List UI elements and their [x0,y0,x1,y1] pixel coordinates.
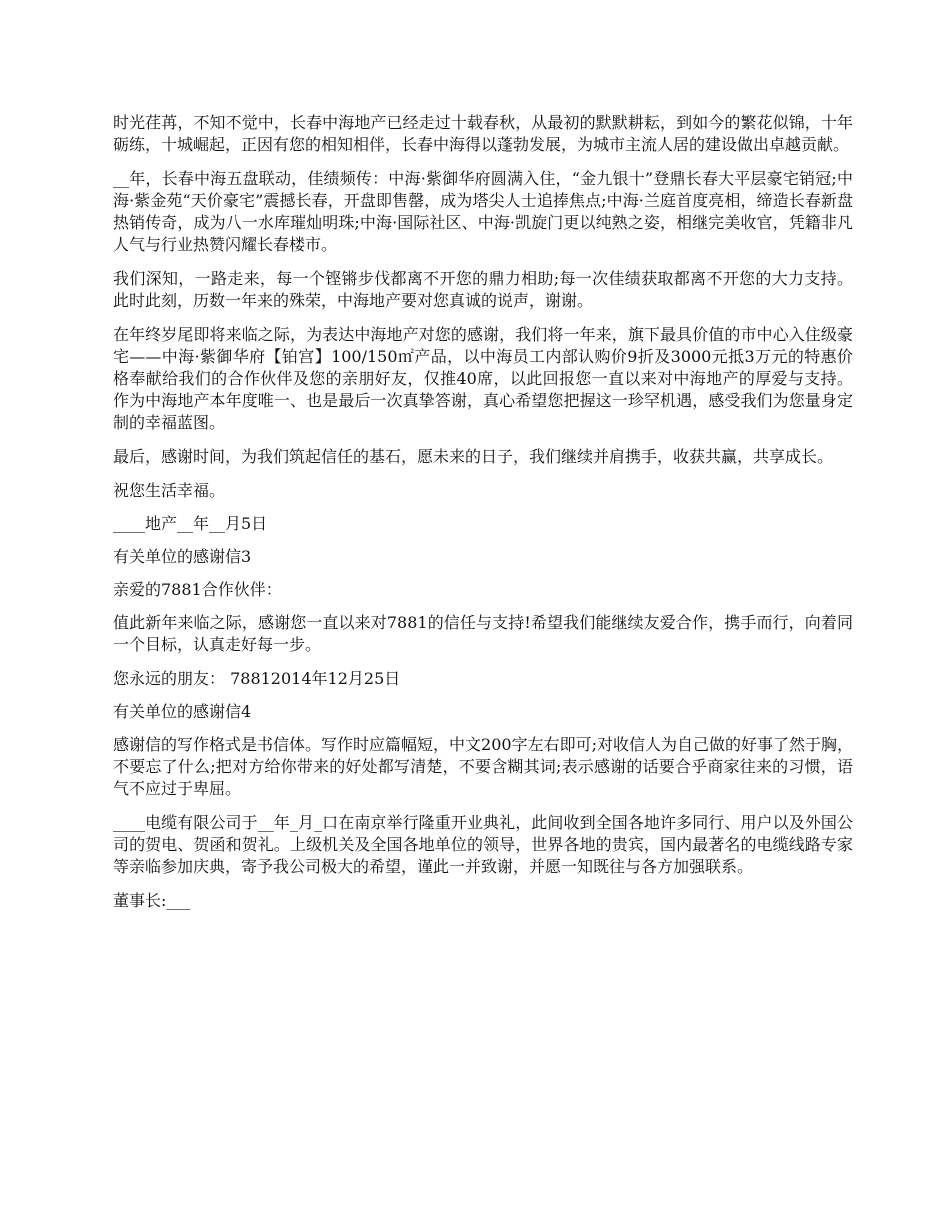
paragraph-intro: 时光荏苒，不知不觉中，长春中海地产已经走过十载春秋，从最初的默默耕耘，到如今的繁花似锦，十年砺练，十城崛起，正因有您的相知相伴，长春中海得以蓬勃发展，为城市主流人居的建设做出卓越贡献。 [113,113,853,154]
salutation-line: 亲爱的7881合作伙伴： [113,580,282,599]
paragraph-gratitude: 我们深知，一路走来，每一个铿锵步伐都离不开您的鼎力相助;每一次佳绩获取都离不开您的大力支持。此时此刻，历数一年来的殊荣，中海地产要对您真诚的说声，谢谢。 [113,269,853,310]
signature-date-line: ____地产__年__月5日 [113,514,268,533]
document-body [113,112,853,923]
signature-friend-line: 您永远的朋友： 78812014年12月25日 [113,669,401,688]
signature-chairman: 董事长:___ [113,891,191,910]
paragraph-new-year: 值此新年来临之际，感谢您一直以来对7881的信任与支持!希望我们能继续友爱合作，携手而行，向着同一个目标，认真走好每一步。 [113,613,853,654]
paragraph-format: 感谢信的写作格式是书信体。写作时应篇幅短，中文200字左右即可;对收信人为自己做的好事了然于胸，不要忘了什么;把对方给你带来的好处都写清楚，不要含糊其词;表示感谢的话要合乎商家往来的习惯，语气不应过于卑屈。 [113,735,853,798]
section-heading-3: 有关单位的感谢信3 [113,547,252,566]
paragraph-cable-company: ____电缆有限公司于__年_月_口在南京举行隆重开业典礼，此间收到全国各地许多同行、用户以及外国公司的贺电、贺函和贺礼。上级机关及全国各地单位的领导，世界各地的贵宾，国内最著名的电缆线路专家等亲临参加庆典，寄予我公司极大的希望，谨此一并致谢，并愿一知既往与各方加强联系。 [113,813,853,876]
paragraph-offer: 在年终岁尾即将来临之际，为表达中海地产对您的感谢，我们将一年来，旗下最具价值的市中心入住级豪宅——中海·紫御华府【铂宫】100/150㎡产品，以中海员工内部认购价9折及3000元抵3万元的特惠价格奉献给我们的合作伙伴及您的亲朋好友，仅推40席，以此回报您一直以来对中海地产的厚爱与支持。作为中海地产本年度唯一、也是最后一次真挚答谢，真心希望您把握这一珍罕机遇，感受我们为您量身定制的幸福蓝图。 [113,325,853,432]
paragraph-wishes: 祝您生活幸福。 [113,481,226,500]
paragraph-closing: 最后，感谢时间，为我们筑起信任的基石，愿未来的日子，我们继续并肩携手，收获共赢，共享成长。 [113,447,834,466]
paragraph-achievements: __年，长春中海五盘联动，佳绩频传：中海·紫御华府圆满入住，“金九银十”登鼎长春大平层豪宅销冠;中海·紫金苑“天价豪宅”震撼长春，开盘即售罄，成为塔尖人士追捧焦点;中海·兰庭首度亮相，缔造长春新盘热销传奇，成为八一水库璀灿明珠;中海·国际社区、中海·凯旋门更以纯熟之姿，相继完美收官，凭籍非凡人气与行业热赞闪耀长春楼市。 [113,169,853,254]
section-heading-4: 有关单位的感谢信4 [113,702,252,721]
